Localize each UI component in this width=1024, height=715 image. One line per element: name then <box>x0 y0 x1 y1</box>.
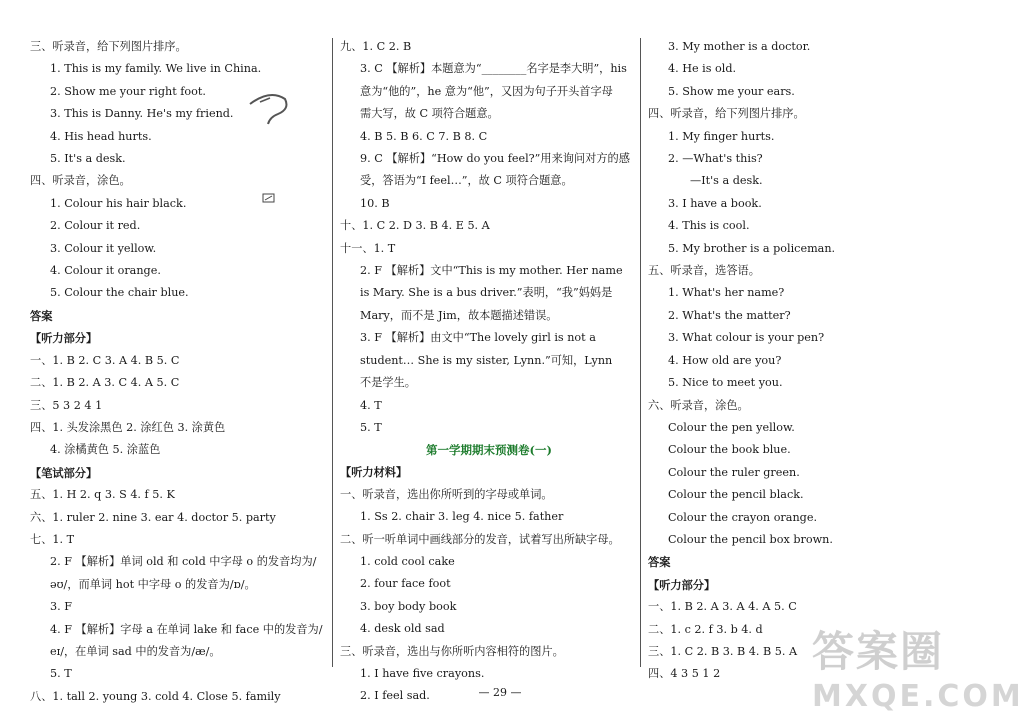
text-line: 5. My brother is a policeman. <box>668 241 836 255</box>
text-line: 5. T <box>50 667 72 681</box>
text-line: student… She is my sister, Lynn.”可知，Lynn <box>360 353 613 367</box>
pen-scribble-mark <box>240 84 300 134</box>
text-line: 二、1. c 2. f 3. b 4. d <box>648 622 763 636</box>
text-line: 5. It's a desk. <box>50 152 126 166</box>
text-line: 七、1. T <box>30 532 75 546</box>
text-line: 六、听录音，涂色。 <box>648 398 749 412</box>
text-line: 二、听一听单词中画线部分的发音，试着写出所缺字母。 <box>340 532 620 546</box>
text-line: 5. T <box>360 420 382 434</box>
text-line: 2. F 【解析】文中“This is my mother. Her name <box>360 264 623 278</box>
text-line: 5. Show me your ears. <box>668 84 795 98</box>
text-line: 受，答语为“I feel…”，故 C 项符合题意。 <box>360 174 573 188</box>
text-line: Colour the pencil box brown. <box>668 532 833 546</box>
text-line: 五、1. H 2. q 3. S 4. f 5. K <box>30 488 175 502</box>
column-right <box>648 36 978 686</box>
watermark-line1: 答案圈 <box>812 627 945 676</box>
text-line: 一、1. B 2. A 3. A 4. A 5. C <box>648 600 797 614</box>
column-middle <box>340 36 638 708</box>
text-line: 5. Nice to meet you. <box>668 376 783 390</box>
text-line: 3. F 【解析】由文中“The lovely girl is not a <box>360 331 596 345</box>
text-line: 二、1. B 2. A 3. C 4. A 5. C <box>30 376 180 390</box>
text-line: Colour the pencil black. <box>668 488 804 502</box>
text-line: Colour the ruler green. <box>668 465 800 479</box>
text-line: 1. Colour his hair black. <box>50 196 187 210</box>
text-line: 3. I have a book. <box>668 196 762 210</box>
text-line: 答案 <box>648 555 671 570</box>
text-line: 答案 <box>30 308 53 323</box>
text-line: is Mary. She is a bus driver.”表明，“我”妈妈是 <box>360 286 613 300</box>
text-line: 4. This is cool. <box>668 219 750 233</box>
text-line: 三、听录音，给下列图片排序。 <box>30 40 187 53</box>
text-line: 八、1. tall 2. young 3. cold 4. Close 5. family <box>30 689 281 703</box>
text-line: 九、1. C 2. B <box>340 40 412 53</box>
text-line: 不是学生。 <box>360 376 416 390</box>
text-line: 1. cold cool cake <box>360 554 455 568</box>
text-line: əʊ/，而单词 hot 中字母 o 的发音为/ɒ/。 <box>50 577 256 591</box>
column-divider <box>332 38 333 667</box>
text-line: Mary，而不是 Jim，故本题描述错误。 <box>360 308 558 322</box>
text-line: 【听力部分】 <box>30 331 98 346</box>
text-line: 【听力部分】 <box>648 577 716 592</box>
text-line: 5. Colour the chair blue. <box>50 286 189 300</box>
text-line: 1. I have five crayons. <box>360 666 485 680</box>
text-line: eɪ/，在单词 sad 中的发音为/æ/。 <box>50 644 221 658</box>
text-line: 2. What's the matter? <box>668 308 791 322</box>
text-line: Colour the crayon orange. <box>668 510 817 524</box>
text-line: 3. Colour it yellow. <box>50 241 157 255</box>
text-line: 三、5 3 2 4 1 <box>30 398 103 412</box>
text-line: 4. 涂橘黄色 5. 涂蓝色 <box>50 443 161 457</box>
section-title: 第一学期期末预测卷(一) <box>426 443 552 458</box>
watermark-logo <box>812 619 1024 714</box>
page-number: — 29 — <box>478 686 522 699</box>
text-line: 3. boy body book <box>360 599 457 613</box>
text-line: 十一、1. T <box>340 241 396 255</box>
text-line: 五、听录音，选答语。 <box>648 264 760 278</box>
text-line: 一、听录音，选出你所听到的字母或单词。 <box>340 487 553 501</box>
text-line: 4. F 【解析】字母 a 在单词 lake 和 face 中的发音为/ <box>50 622 323 636</box>
text-line: 【听力材料】 <box>340 465 408 480</box>
text-line: 4. He is old. <box>668 62 737 76</box>
text-line: 1. This is my family. We live in China. <box>50 62 262 76</box>
text-line: 六、1. ruler 2. nine 3. ear 4. doctor 5. party <box>30 510 276 524</box>
text-line: 2. —What's this? <box>668 152 763 166</box>
column-left <box>30 36 330 708</box>
text-line: 9. C 【解析】“How do you feel?”用来询问对方的感 <box>360 152 630 166</box>
text-line: 4. desk old sad <box>360 622 445 636</box>
text-line: 2. Show me your right foot. <box>50 84 206 98</box>
text-line: 三、听录音，选出与你所听内容相符的图片。 <box>340 644 564 658</box>
text-line: 3. C 【解析】本题意为“________名字是李大明”，his <box>360 62 627 76</box>
pencil-mark-icon <box>262 192 276 204</box>
text-line: 4. His head hurts. <box>50 129 152 143</box>
text-line: 四、听录音，给下列图片排序。 <box>648 107 805 121</box>
text-line: 1. Ss 2. chair 3. leg 4. nice 5. father <box>360 510 564 524</box>
text-line: 4. B 5. B 6. C 7. B 8. C <box>360 129 488 143</box>
text-line: 四、4 3 5 1 2 <box>648 667 721 681</box>
text-line: 10. B <box>360 196 390 210</box>
text-line: —It's a desk. <box>690 174 763 188</box>
text-line: 3. My mother is a doctor. <box>668 40 811 53</box>
text-line: 4. Colour it orange. <box>50 264 161 278</box>
text-line: 3. What colour is your pen? <box>668 331 825 345</box>
text-line: 2. I feel sad. <box>360 689 430 703</box>
text-line: Colour the pen yellow. <box>668 420 795 434</box>
text-line: Colour the book blue. <box>668 443 791 457</box>
column-divider <box>640 38 641 667</box>
text-line: 1. My finger hurts. <box>668 129 775 143</box>
text-line: 3. F <box>50 600 72 614</box>
text-line: 【笔试部分】 <box>30 465 98 480</box>
text-line: 4. How old are you? <box>668 353 782 367</box>
text-line: 四、听录音，涂色。 <box>30 174 131 188</box>
text-line: 3. This is Danny. He's my friend. <box>50 107 234 121</box>
text-line: 三、1. C 2. B 3. B 4. B 5. A <box>648 644 798 658</box>
text-line: 2. F 【解析】单词 old 和 cold 中字母 o 的发音均为/ <box>50 555 317 569</box>
text-line: 一、1. B 2. C 3. A 4. B 5. C <box>30 353 180 367</box>
text-line: 4. T <box>360 398 382 412</box>
watermark-line2: MXQE.COM <box>812 679 1024 714</box>
text-line: 需大写，故 C 项符合题意。 <box>360 107 499 121</box>
text-line: 2. Colour it red. <box>50 219 141 233</box>
text-line: 意为“他的”，he 意为“他”，又因为句子开头首字母 <box>360 84 613 98</box>
text-line: 2. four face foot <box>360 577 451 591</box>
text-line: 十、1. C 2. D 3. B 4. E 5. A <box>340 219 490 233</box>
text-line: 四、1. 头发涂黑色 2. 涂红色 3. 涂黄色 <box>30 420 226 434</box>
text-line: 1. What's her name? <box>668 286 785 300</box>
